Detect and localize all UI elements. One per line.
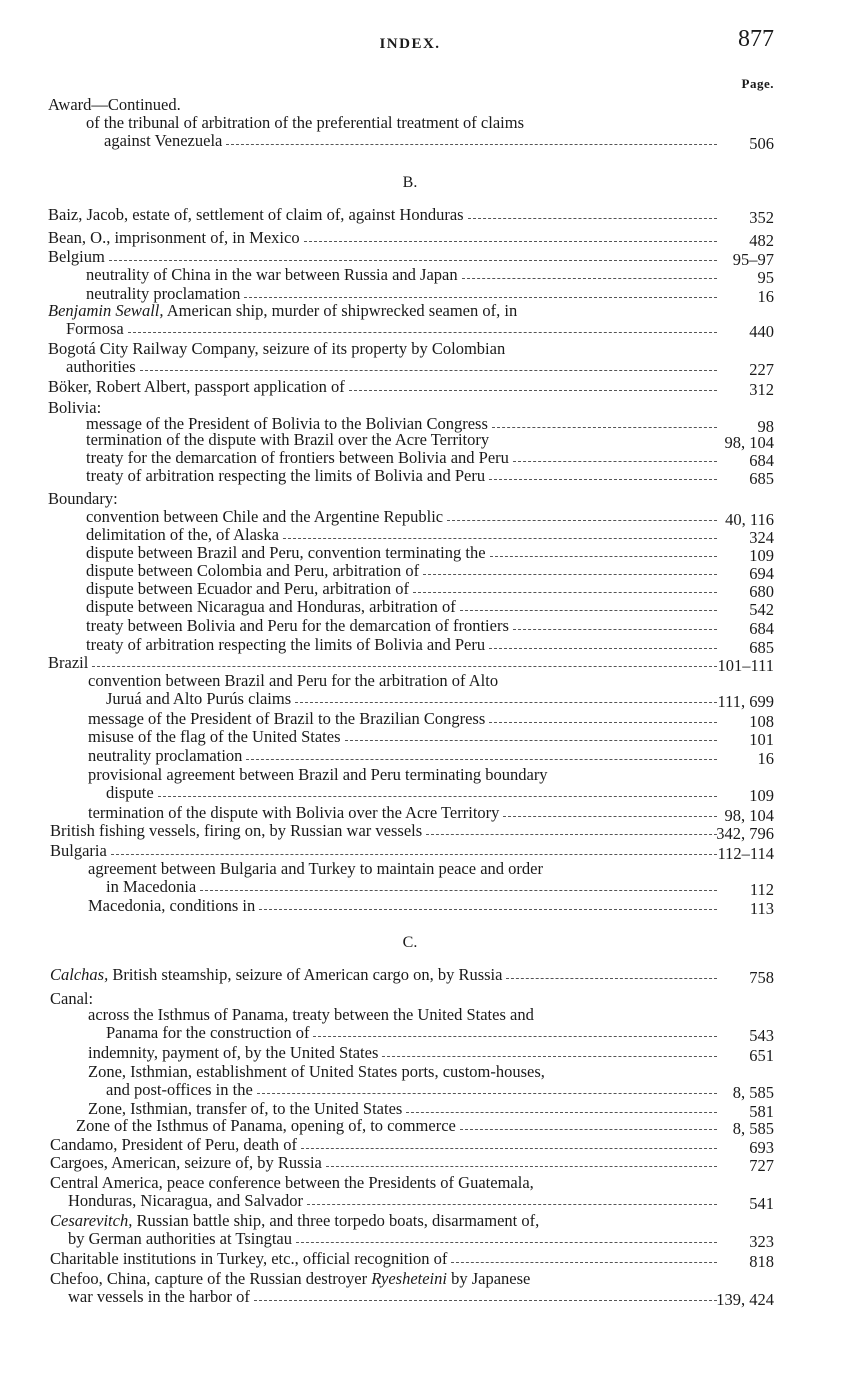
page-reference: 684 (749, 451, 774, 470)
entry-text: provisional agreement between Brazil and Peru terminating boundary (88, 765, 548, 784)
entry-text: Macedonia, conditions in (88, 896, 256, 915)
entry-text: termination of the dispute with Bolivia over the Acre Territory (88, 803, 500, 822)
entry-text: Candamo, President of Peru, death of (50, 1135, 297, 1154)
index-entry (86, 114, 720, 150)
entry-text: Bulgaria (50, 841, 107, 860)
entry-text: across the Isthmus of Panama, treaty between the United States and (88, 1005, 534, 1024)
entry-text: neutrality proclamation (88, 746, 243, 765)
entry-text: neutrality of China in the war between Russia and Japan (86, 265, 458, 284)
entry-line (86, 449, 720, 467)
entry-text: Böker, Robert Albert, passport application of (48, 377, 345, 396)
entry-text: Zone, Isthmian, establishment of United States ports, custom-houses, (88, 1062, 545, 1081)
index-entry (88, 897, 720, 915)
page-reference: 109 (749, 786, 774, 805)
index-entry (86, 449, 720, 467)
leader-dots (304, 241, 717, 242)
entry-line (86, 580, 720, 598)
entry-text: dispute between Ecuador and Peru, arbitration of (86, 579, 410, 598)
entry-text: by German authorities at Tsingtau (68, 1229, 292, 1248)
entry-line (48, 229, 720, 247)
page-reference: 101 (749, 730, 774, 749)
page-reference: 95–97 (732, 250, 774, 269)
index-entry (48, 302, 720, 338)
index-entry (48, 206, 720, 224)
index-entry (50, 1154, 720, 1172)
index-entry (48, 654, 720, 672)
leader-dots (283, 538, 717, 539)
leader-dots (506, 978, 717, 979)
entry-text: Award—Continued. (48, 95, 181, 114)
entry-line (50, 1136, 720, 1154)
page-reference: 818 (749, 1252, 774, 1271)
page-reference: 342, 796 (716, 824, 774, 843)
entry-heading (50, 1212, 720, 1230)
index-entry (76, 1117, 720, 1135)
entry-text: war vessels in the harbor of (68, 1287, 250, 1306)
entry-line (50, 1288, 720, 1306)
entry-line (48, 206, 720, 224)
entry-text: Canal: (50, 989, 94, 1008)
entry-line (86, 526, 720, 544)
entry-line (50, 1154, 720, 1172)
entry-text: treaty of arbitration respecting the limits of Bolivia and Peru (86, 466, 486, 485)
entry-line (88, 1024, 720, 1042)
page-reference: 112 (749, 880, 774, 899)
entry-text: Honduras, Nicaragua, and Salvador (68, 1191, 304, 1210)
entry-text: of the tribunal of arbitration of the preferential treatment of claims (86, 113, 524, 132)
page-reference: 581 (749, 1102, 774, 1121)
entry-italic-name: Ryesheteini (371, 1269, 447, 1288)
index-entry (48, 248, 720, 266)
entry-line (50, 1192, 720, 1210)
index-entry (88, 747, 720, 765)
leader-dots (109, 260, 717, 261)
leader-dots (326, 1166, 717, 1167)
entry-text: Formosa (66, 319, 124, 338)
entry-line (86, 544, 720, 562)
page-reference: 111, 699 (717, 692, 774, 711)
leader-dots (92, 666, 717, 667)
leader-dots (259, 909, 717, 910)
leader-dots (244, 297, 717, 298)
page-reference: 685 (749, 469, 774, 488)
leader-dots (492, 427, 717, 428)
entry-heading (50, 1270, 720, 1288)
leader-dots (307, 1204, 717, 1205)
page-reference: 40, 116 (725, 510, 774, 529)
entry-line (86, 467, 720, 485)
entry-italic-title: Cesarevitch, (50, 1211, 133, 1230)
page-reference: 324 (749, 528, 774, 547)
entry-heading (50, 1174, 720, 1192)
page-reference: 542 (749, 600, 774, 619)
index-entry (86, 266, 720, 284)
entry-line (48, 248, 720, 266)
leader-dots (200, 890, 717, 891)
leader-dots (413, 592, 717, 593)
entry-line (86, 508, 720, 526)
index-entry (88, 766, 720, 802)
entry-line (88, 878, 720, 896)
leader-dots (128, 332, 717, 333)
leader-dots (460, 610, 717, 611)
page-reference: 98, 104 (724, 433, 774, 452)
index-entry (50, 1212, 720, 1248)
page-reference: 543 (749, 1026, 774, 1045)
page-reference: 758 (749, 968, 774, 987)
entry-text: treaty for the demarcation of frontiers between Bolivia and Peru (86, 448, 509, 467)
page-column-label: Page. (741, 76, 774, 91)
index-entry (48, 378, 720, 396)
entry-line (88, 690, 720, 708)
page-reference: 506 (749, 134, 774, 153)
page-reference: 16 (757, 749, 774, 768)
index-entry (88, 860, 720, 896)
entry-line (88, 897, 720, 915)
entry-text: Bogotá City Railway Company, seizure of its property by Colombian (48, 339, 506, 358)
leader-dots (451, 1262, 717, 1263)
index-entry (88, 728, 720, 746)
leader-dots (489, 648, 717, 649)
entry-heading (88, 860, 720, 878)
index-entry (88, 804, 720, 822)
index-entry (50, 1250, 720, 1268)
entry-line (88, 710, 720, 728)
index-entry (86, 562, 720, 580)
entry-line (86, 266, 720, 284)
entry-text: neutrality proclamation (86, 284, 241, 303)
index-entry (88, 1006, 720, 1042)
entry-heading (48, 96, 720, 114)
entry-text: Bean, O., imprisonment of, in Mexico (48, 228, 300, 247)
page-reference: 685 (749, 638, 774, 657)
leader-dots (490, 556, 717, 557)
leader-dots (313, 1036, 717, 1037)
entry-text: dispute (106, 783, 154, 802)
entry-text: Juruá and Alto Purús claims (106, 689, 292, 708)
page-reference: 440 (749, 322, 774, 341)
index-entry (50, 1270, 720, 1306)
page-reference: 113 (749, 899, 774, 918)
leader-dots (254, 1300, 717, 1301)
leader-dots (423, 574, 717, 575)
index-entry (86, 636, 720, 654)
entry-line (76, 1117, 720, 1135)
leader-dots (460, 1129, 717, 1130)
entry-line (86, 598, 720, 616)
index-entry (50, 1174, 720, 1210)
entry-line (48, 654, 720, 672)
index-entry (50, 966, 720, 984)
leader-dots (295, 702, 717, 703)
index-entry (86, 580, 720, 598)
page-reference: 684 (749, 619, 774, 638)
entry-text: American ship, murder of shipwrecked seamen of, in (163, 301, 518, 320)
page-reference: 98 (757, 417, 774, 436)
entry-line (48, 358, 720, 376)
entry-line (86, 132, 720, 150)
leader-dots (345, 740, 718, 741)
index-entry (86, 467, 720, 485)
entry-heading (48, 302, 720, 320)
page-reference: 139, 424 (716, 1290, 774, 1309)
entry-text: termination of the dispute with Brazil over the Acre Territory (86, 430, 490, 449)
leader-dots (489, 722, 717, 723)
leader-dots (257, 1093, 717, 1094)
entry-text: Central America, peace conference between the Presidents of Guatemala, (50, 1173, 534, 1192)
leader-dots (296, 1242, 717, 1243)
leader-dots (246, 759, 717, 760)
page-reference: 693 (749, 1138, 774, 1157)
entry-text: message of the President of Brazil to the Brazilian Congress (88, 709, 486, 728)
entry-italic-title: Calchas, (50, 965, 109, 984)
page-number: 877 (738, 26, 774, 52)
index-entry (88, 672, 720, 708)
page-reference: 694 (749, 564, 774, 583)
entry-heading (88, 1006, 720, 1024)
page-reference: 16 (757, 287, 774, 306)
index-entry (88, 1063, 720, 1099)
leader-dots (503, 816, 717, 817)
index-entry (86, 526, 720, 544)
index-entry (86, 544, 720, 562)
page-reference: 352 (749, 208, 774, 227)
index-entry (88, 710, 720, 728)
page-reference: 109 (749, 546, 774, 565)
entry-text: Zone, Isthmian, transfer of, to the United States (88, 1099, 403, 1118)
entry-text: in Macedonia (106, 877, 197, 896)
page-reference: 112–114 (717, 844, 774, 863)
entry-text: Panama for the construction of (106, 1023, 310, 1042)
entry-text: Bolivia: (48, 398, 102, 417)
leader-dots (468, 218, 717, 219)
entry-line (50, 842, 720, 860)
entry-text: dispute between Nicaragua and Honduras, arbitration of (86, 597, 456, 616)
entry-text: message of the President of Bolivia to the Bolivian Congress (86, 414, 488, 433)
leader-dots (382, 1056, 717, 1057)
page-reference: 95 (757, 268, 774, 287)
entry-text: misuse of the flag of the United States (88, 727, 341, 746)
page-reference: 323 (749, 1232, 774, 1251)
page-reference: 8, 585 (732, 1119, 774, 1138)
entry-text: dispute between Colombia and Peru, arbitration of (86, 561, 420, 580)
leader-dots (513, 461, 717, 462)
index-entry (50, 842, 720, 860)
section-letter: B. (402, 174, 418, 191)
entry-text: British fishing vessels, firing on, by Russian war vessels (50, 821, 423, 840)
entry-text: against Venezuela (104, 131, 223, 150)
entry-line (50, 1250, 720, 1268)
entry-text: Russian battle ship, and three torpedo boats, disarmament of, (132, 1211, 540, 1230)
page-reference: 727 (749, 1156, 774, 1175)
entry-line (48, 378, 720, 396)
entry-line (88, 804, 720, 822)
leader-dots (111, 854, 717, 855)
entry-text: Baiz, Jacob, estate of, settlement of claim of, against Honduras (48, 205, 464, 224)
entry-text: treaty of arbitration respecting the limits of Bolivia and Peru (86, 635, 486, 654)
page-reference: 8, 585 (732, 1083, 774, 1102)
entry-line (88, 728, 720, 746)
leader-dots (406, 1112, 717, 1113)
page-reference: 680 (749, 582, 774, 601)
index-entry (86, 598, 720, 616)
index-entry (50, 822, 720, 840)
entry-heading (48, 340, 720, 358)
entry-text: convention between Brazil and Peru for the arbitration of Alto (88, 671, 499, 690)
leader-dots (301, 1148, 717, 1149)
entry-text: Brazil (48, 653, 89, 672)
leader-dots (426, 834, 717, 835)
page-reference: 98, 104 (724, 806, 774, 825)
entry-line (88, 1081, 720, 1099)
entry-text: convention between Chile and the Argentine Republic (86, 507, 444, 526)
index-entry (50, 1136, 720, 1154)
page-reference: 482 (749, 231, 774, 250)
entry-line (50, 1230, 720, 1248)
entry-line (48, 320, 720, 338)
leader-dots (349, 390, 717, 391)
entry-heading (88, 672, 720, 690)
entry-text: authorities (66, 357, 136, 376)
entry-heading (88, 1063, 720, 1081)
leader-dots (462, 278, 717, 279)
entry-text: indemnity, payment of, by the United States (88, 1043, 379, 1062)
index-entry (86, 617, 720, 635)
entry-line (88, 784, 720, 802)
entry-line (86, 617, 720, 635)
section-letter: C. (402, 934, 418, 951)
entry-text: Calchas, British steamship, seizure of American cargo on, by Russia (50, 965, 503, 984)
index-entry (86, 431, 720, 449)
entry-text: treaty between Bolivia and Peru for the demarcation of frontiers (86, 616, 509, 635)
entry-line (88, 1044, 720, 1062)
entry-text: Belgium (48, 247, 105, 266)
entry-line (50, 966, 720, 984)
entry-text: Chefoo, China, capture of the Russian destroyer (50, 1269, 372, 1288)
entry-text: Zone of the Isthmus of Panama, opening of, to commerce (76, 1116, 456, 1135)
page-title: INDEX. (379, 36, 441, 52)
index-entry (88, 1044, 720, 1062)
entry-text: dispute between Brazil and Peru, convention terminating the (86, 543, 486, 562)
entry-italic-title: Benjamin Sewall, (48, 301, 164, 320)
entry-text: Cargoes, American, seizure of, by Russia (50, 1153, 322, 1172)
entry-text: agreement between Bulgaria and Turkey to maintain peace and order (88, 859, 543, 878)
entry-line (88, 747, 720, 765)
leader-dots (447, 520, 717, 521)
page-reference: 101–111 (717, 656, 774, 675)
entry-heading (86, 431, 720, 449)
page-reference: 651 (749, 1046, 774, 1065)
entry-text: by Japanese (446, 1269, 531, 1288)
entry-line (86, 562, 720, 580)
entry-text: and post-offices in the (106, 1080, 253, 1099)
entry-text: Boundary: (48, 489, 118, 508)
leader-dots (226, 144, 717, 145)
leader-dots (140, 370, 717, 371)
page-reference: 312 (749, 380, 774, 399)
leader-dots (489, 479, 717, 480)
entry-text: Charitable institutions in Turkey, etc., official recognition of (50, 1249, 448, 1268)
entry-line (50, 822, 720, 840)
entry-heading (88, 766, 720, 784)
entry-text: delimitation of the, of Alaska (86, 525, 279, 544)
entry-heading (48, 490, 720, 508)
page-reference: 108 (749, 712, 774, 731)
leader-dots (513, 629, 717, 630)
index-entry (48, 340, 720, 376)
index-entry (48, 96, 720, 114)
page-reference: 227 (749, 360, 774, 379)
page-reference: 541 (749, 1194, 774, 1213)
entry-line (86, 636, 720, 654)
entry-heading (86, 114, 720, 132)
index-entry (86, 508, 720, 526)
index-entry (48, 490, 720, 508)
leader-dots (158, 796, 717, 797)
index-entry (48, 229, 720, 247)
